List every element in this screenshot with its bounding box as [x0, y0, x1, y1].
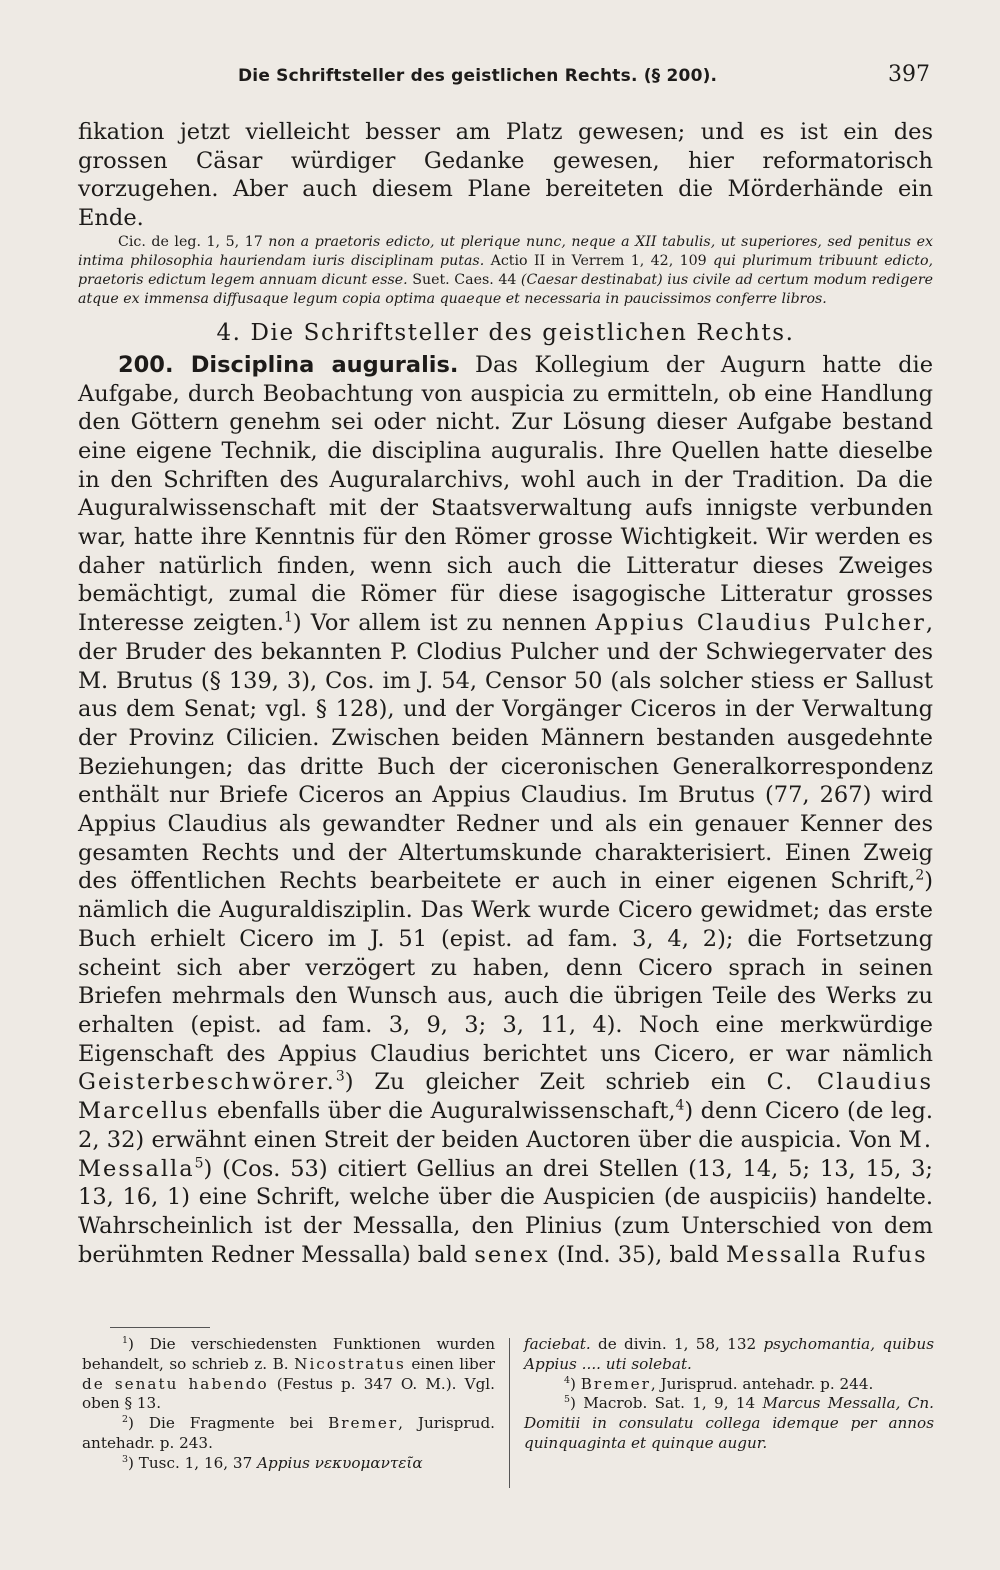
- paragraph-number: 200.: [118, 351, 174, 378]
- citation-ref: Cic. de leg. 1, 5, 17: [118, 233, 263, 250]
- citation-quote: non a praetoris edicto, ut plerique nunc, neque a XII tabulis, ut superiores, sed penitus ex intima philosophia hauriendam iuris disciplinam putas.: [78, 233, 933, 269]
- text-run: Das Kollegium der Augurn hatte die Aufgabe, durch Beobachtung von auspicia zu ermitteln, ob eine Handlung den Göttern genehm sei oder nicht. Zur Lösung dieser Aufgabe bestand eine eigene Technik, die disciplina auguralis. Ihre Quellen hatte dieselbe in den Schriften des Auguralarchivs, wohl auch in der Tradition. Da die Auguralwissenschaft mit der Staatsverwaltung aufs innigste verbunden war, hatte ihre Kenntnis für den Römer grosse Wichtigkeit. Wir werden es daher natürlich finden, wenn sich auch die Litteratur dieses Zweiges bemächtigt, zumal die Römer für diese isagogische Litteratur grosses Interesse zeigten.: [78, 351, 934, 637]
- footnote-3: [82, 1454, 495, 1474]
- running-header: [78, 60, 930, 94]
- footnote-number: 2: [122, 1414, 128, 1426]
- footnote-ref: 5: [194, 1155, 204, 1171]
- citation-ref: Suet. Caes. 44: [407, 271, 517, 288]
- footnote-text: , Jurisprud. antehadr. p. 243.: [82, 1414, 495, 1452]
- section-heading: 4. Die Schriftsteller des geistlichen Rechts.: [216, 319, 795, 346]
- footnote-quote: faciebat.: [524, 1335, 591, 1353]
- running-title: Die Schriftsteller des geistlichen Rechts. (§ 200).: [238, 66, 718, 86]
- footnote-2: [82, 1414, 495, 1454]
- footnote-quote: psychomantia, quibus Appius .... uti solebat.: [524, 1335, 935, 1373]
- footnote-ref: 1: [284, 609, 293, 626]
- spaced-word: Geisterbeschwörer.: [78, 1069, 336, 1096]
- footnote-text: ) Macrob. Sat. 1, 9, 14: [570, 1394, 763, 1413]
- spaced-name: M. Messalla: [78, 1126, 933, 1182]
- text-run: ebenfalls über die Auguralwissenschaft,: [209, 1098, 676, 1125]
- footnote-number: 5: [564, 1394, 570, 1406]
- spaced-name: Appius Claudius Pulcher: [595, 610, 926, 637]
- footnote-number: 4: [564, 1374, 570, 1386]
- text-run: (Ind. 35), bald: [549, 1241, 727, 1268]
- text-run: , der Bruder des bekannten P. Clodius Pulcher und der Schwiegervater des M. Brutus (§ 139, 3), Cos. im J. 54, Censor 50 (als solcher stiess er Sallust aus dem Senat; vgl. § 128), und der Vorgänger Ciceros in der Verwaltung der Provinz Cilicien. Zwischen beiden Männern bestanden ausgedehnte Beziehungen; das dritte Buch der ciceronischen Generalkorrespondenz enthält nur Briefe Ciceros an Appius Claudius. Im Brutus (77, 267) wird Appius Claudius als gewandter Redner und als ein genauer Kenner des gesamten Rechts und der Altertumskunde charakterisiert. Einen Zweig des öffentlichen Rechts bearbeitete er auch in einer eigenen Schrift,: [78, 610, 933, 895]
- text-run: ) Vor allem ist zu nennen: [292, 610, 596, 637]
- spaced-name: Messalla Rufus: [726, 1241, 928, 1268]
- footnote-text: ): [570, 1374, 581, 1393]
- footnote-ref: 4: [675, 1097, 685, 1114]
- footnote-rule: [110, 1327, 210, 1328]
- footnotes-right: [524, 1335, 934, 1454]
- citation-quote: qui plurimum tribuunt edicto, praetoris edictum legem annuam dicunt esse.: [78, 252, 933, 288]
- spaced-name: Bremer: [328, 1414, 399, 1433]
- paragraph-200: [78, 351, 933, 1270]
- footnote-1: [82, 1335, 495, 1414]
- text-run: ) nämlich die Auguraldisziplin. Das Werk wurde Cicero gewidmet; das erste Buch erhielt Cicero im J. 51 (epist. ad fam. 3, 4, 2); die Fortsetzung scheint sich aber verzögert zu haben, denn Cicero sprach in seinen Briefen mehrmals den Wunsch aus, auch die übrigen Teile des Werks zu erhalten (epist. ad fam. 3, 9, 3; 3, 11, 4). Noch eine merkwürdige Eigenschaft des Appius Claudius berichtet uns Cicero, er war nämlich: [78, 868, 933, 1067]
- spaced-title: de senatu habendo: [82, 1374, 269, 1393]
- footnote-text: , Jurisprud. antehadr. p. 244.: [650, 1374, 874, 1393]
- spaced-name: Bremer: [580, 1374, 651, 1393]
- text-run: ) (Cos. 53) citiert Gellius an drei Stellen (13, 14, 5; 13, 15, 3; 13, 16, 1) eine Schrift, welche über die Auspicien (de auspiciis) handelte. Wahrscheinlich ist der Messalla, den Plinius (zum Unterschied von dem berühmten Redner Messalla) bald: [78, 1155, 933, 1268]
- footnote-text: einen liber: [405, 1354, 495, 1373]
- footnote-4: [524, 1375, 934, 1395]
- footnotes-left: [82, 1335, 495, 1474]
- footnote-text: (Festus p. 347 O. M.). Vgl. oben § 13.: [82, 1374, 495, 1413]
- footnote-ref: 3: [335, 1068, 345, 1085]
- spaced-name: Nicostratus: [294, 1354, 406, 1373]
- footnote-quote: Marcus Messalla, Cn. Domitii in consulatu collega idemque per annos quinquaginta et quinque augur.: [524, 1394, 934, 1452]
- footnote-text: de divin. 1, 58, 132: [590, 1335, 764, 1353]
- paragraph-title: Disciplina auguralis.: [173, 351, 459, 378]
- footnote-quote: Appius νεκυομαντεῖα: [257, 1453, 423, 1472]
- citation-note: [78, 233, 933, 309]
- footnote-text: ) Die verschiedensten Funktionen wurden behandelt, so schrieb z. B.: [82, 1335, 495, 1373]
- footnote-column-divider: [509, 1338, 510, 1488]
- page-number: 397: [888, 62, 930, 87]
- citation-ref: Actio II in Verrem 1, 42, 109: [484, 252, 707, 269]
- text-run: ) Zu gleicher Zeit schrieb ein: [344, 1069, 767, 1096]
- footnote-3-continued: [524, 1335, 934, 1375]
- footnote-number: 3: [122, 1453, 128, 1465]
- text-run: ) denn Cicero (de leg. 2, 32) erwähnt einen Streit der beiden Auctoren über die auspicia. Von: [78, 1098, 933, 1153]
- footnote-text: ) Die Fragmente bei: [128, 1414, 329, 1433]
- footnote-ref: 2: [915, 867, 925, 884]
- footnote-5: [524, 1394, 934, 1453]
- footnote-text: ) Tusc. 1, 16, 37: [128, 1453, 258, 1472]
- footnote-number: 1: [122, 1334, 128, 1346]
- spaced-word: senex: [474, 1241, 550, 1268]
- continued-paragraph: fikation jetzt vielleicht besser am Platz gewesen; und es ist ein des grossen Cäsar würdiger Gedanke gewesen, hier reformatorisch vorzugehen. Aber auch diesem Plane bereiteten die Mörderhände ein Ende.: [78, 119, 933, 232]
- main-text: [78, 118, 933, 1269]
- citation-quote: (Caesar destinabat) ius civile ad certum modum redigere atque ex immensa diffusaque legum copia optima quaeque et necessaria in paucissimos conferre libros.: [78, 271, 933, 307]
- spaced-name: C. Claudius Marcellus: [78, 1069, 933, 1125]
